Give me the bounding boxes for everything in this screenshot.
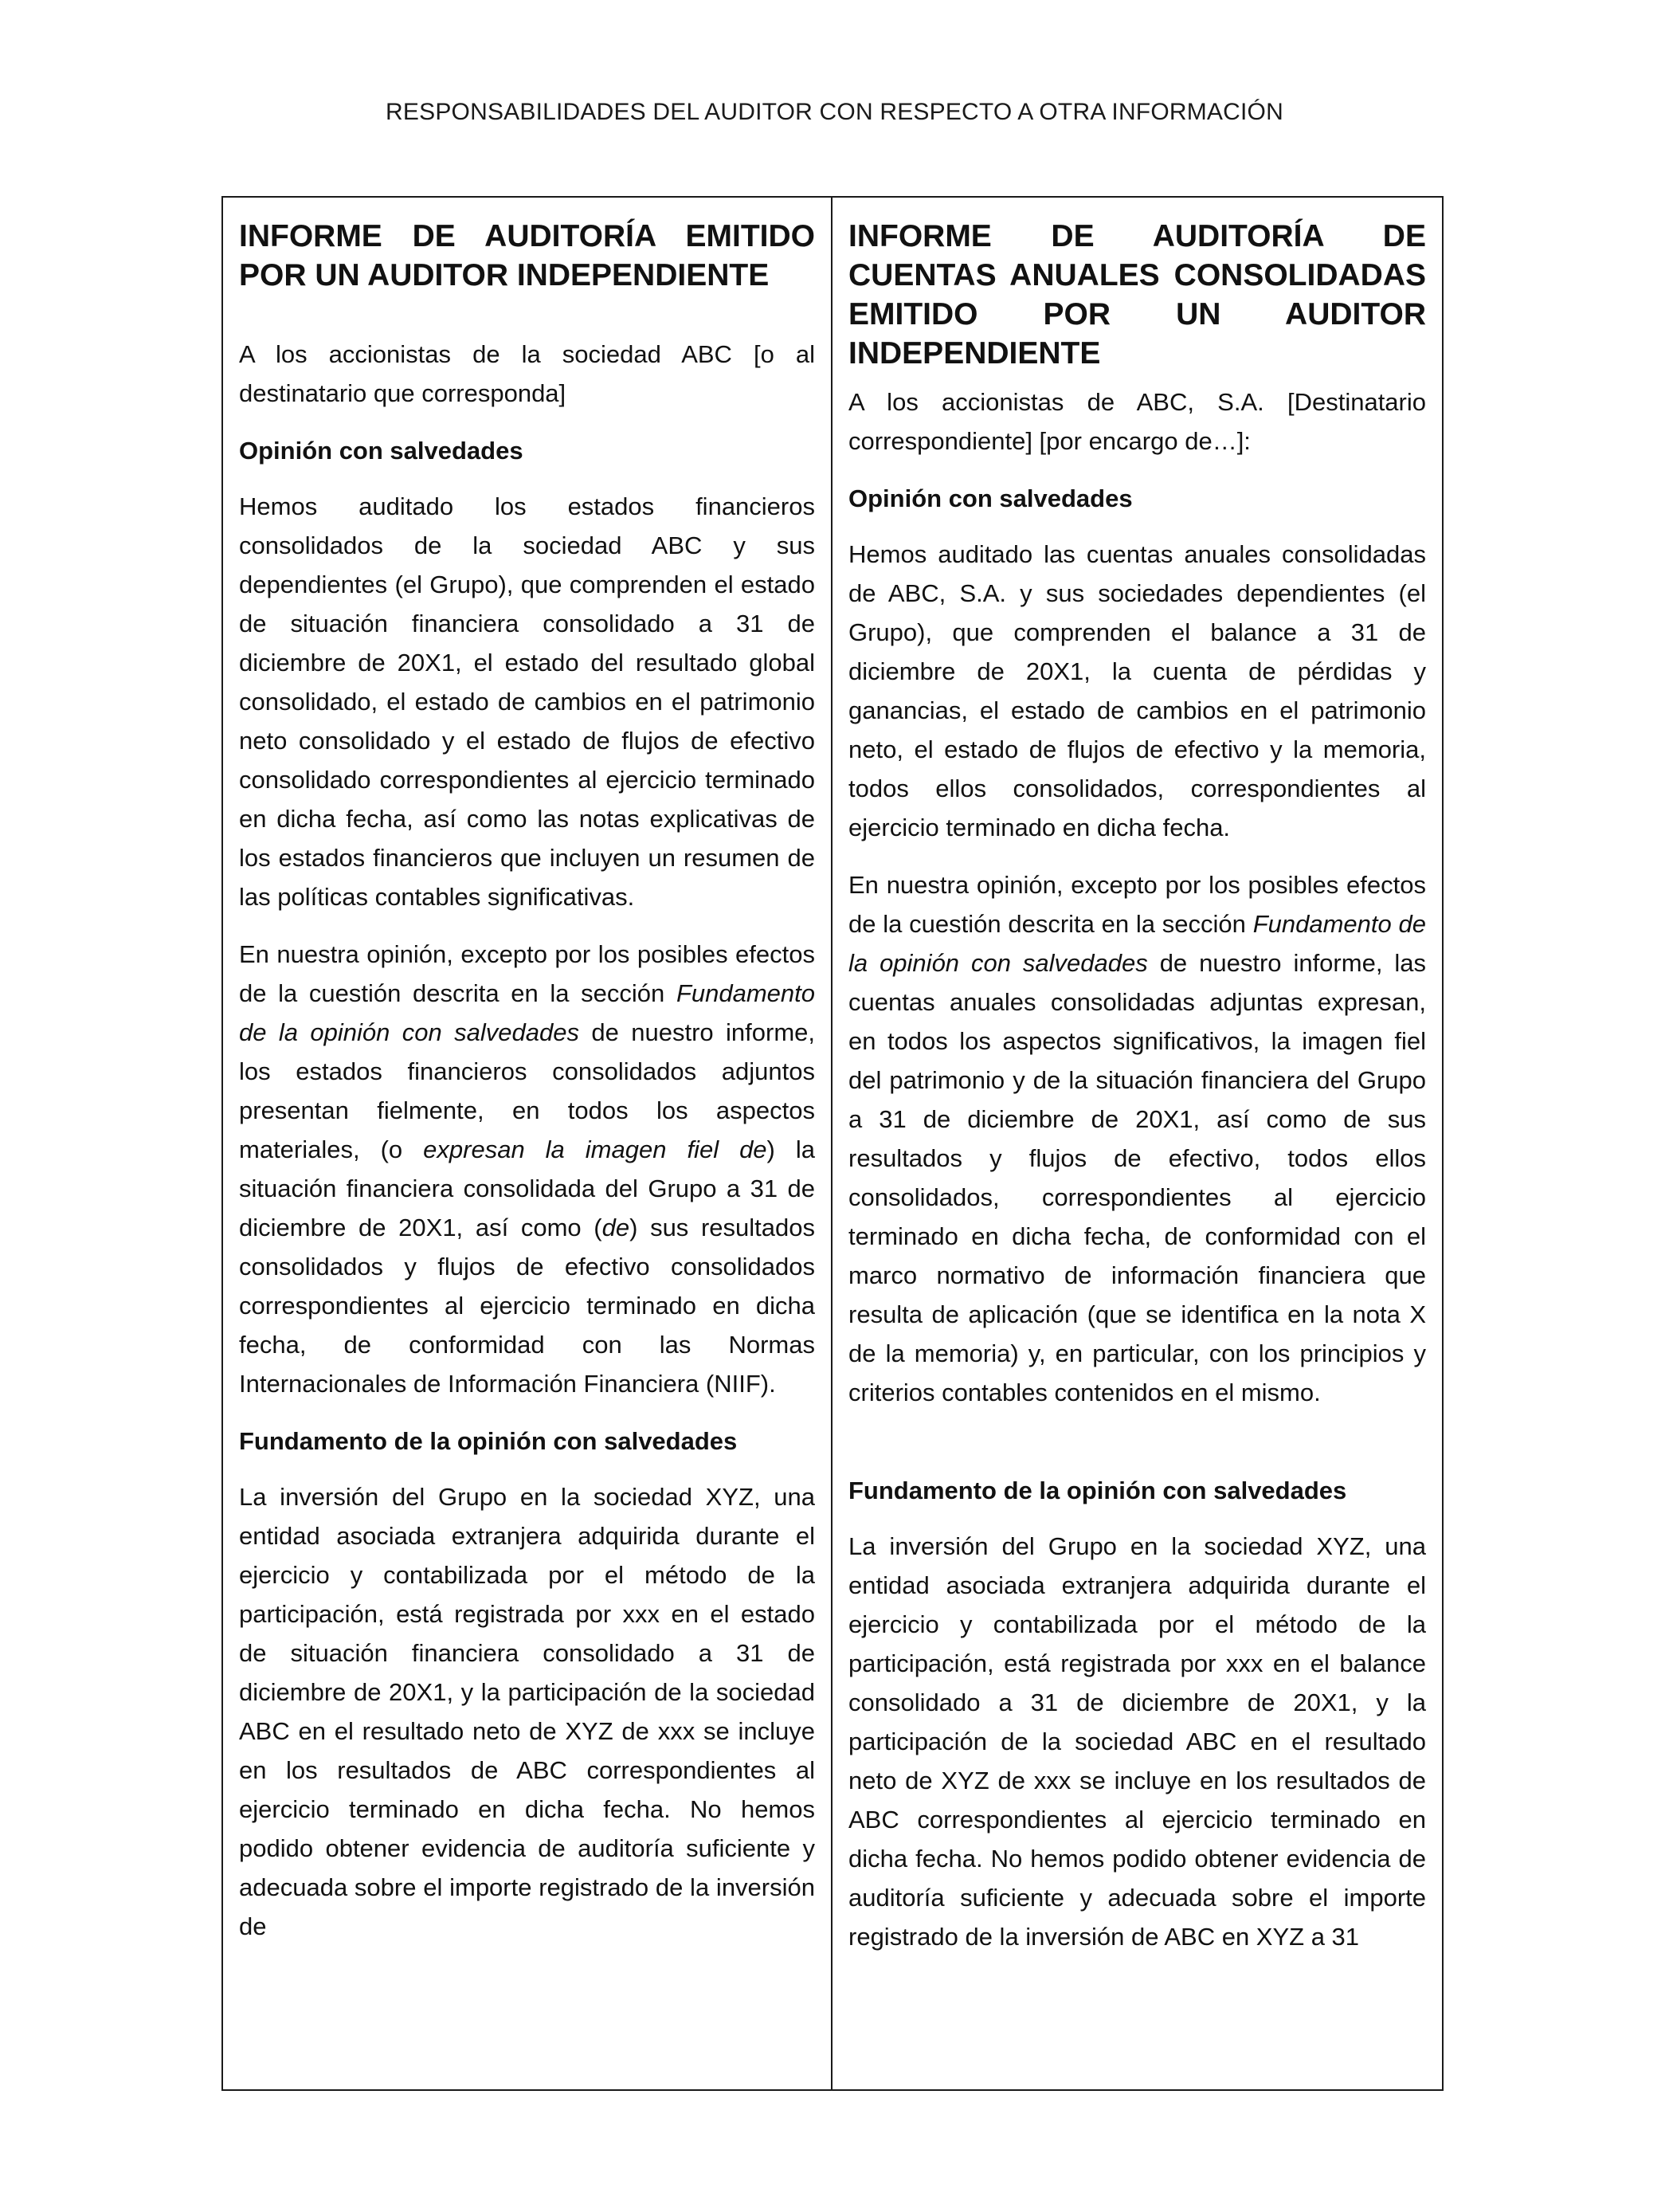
left-addressee: A los accionistas de la sociedad ABC [o al destinatario que corresponda] [239,340,815,407]
spacer [848,1430,1426,1471]
left-column [223,198,833,2089]
right-paragraph-basis: La inversión del Grupo en la sociedad XYZ, una entidad asociada extranjera adquirida durante el ejercicio y contabilizada por el método de la participación, está registrada por xxx en el balance consolidado a 31 de diciembre de 20X1, y la participación de la sociedad ABC en el resultado neto de XYZ de xxx se incluye en los resultados de ABC correspondientes al ejercicio terminado en dicha fecha. No hemos podido obtener evidencia de auditoría suficiente y adecuada sobre el importe registrado de la inversión de ABC en XYZ a 31 [848,1532,1426,1951]
right-basis-heading: Fundamento de la opinión con salvedades [848,1477,1347,1504]
left-paragraph-basis: La inversión del Grupo en la sociedad XYZ, una entidad asociada extranjera adquirida durante el ejercicio y contabilizada por el método de la participación, está registrada por xxx en el estado de situación financiera consolidado a 31 de diciembre de 20X1, y la participación de la sociedad ABC en el resultado neto de XYZ de xxx se incluye en los resultados de ABC correspondientes al ejercicio terminado en dicha fecha. No hemos podido obtener evidencia de auditoría suficiente y adecuada sobre el importe registrado de la inversión de [239,1483,815,1940]
comparison-table [221,196,1444,2091]
left-paragraph-scope: Hemos auditado los estados financieros consolidados de la sociedad ABC y sus dependientes (el Grupo), que comprenden el estado de situación financiera consolidado a 31 de diciembre de 20X1, el estado del resultado global consolidado, el estado de cambios en el patrimonio neto consolidado y el estado de flujos de efectivo consolidado correspondientes al ejercicio terminado en dicha fecha, así como las notas explicativas de los estados financieros que incluyen un resumen de las políticas contables significativas. [239,492,815,911]
right-paragraph-scope: Hemos auditado las cuentas anuales consolidadas de ABC, S.A. y sus sociedades dependientes (el Grupo), que comprenden el balance a 31 de diciembre de 20X1, la cuenta de pérdidas y ganancias, el estado de cambios en el patrimonio neto, el estado de flujos de efectivo y la memoria, todos ellos consolidados, correspondientes al ejercicio terminado en dicha fecha. [848,540,1426,841]
right-column-title: INFORME DE AUDITORÍA DE CUENTAS ANUALES CONSOLIDADAS EMITIDO POR UN AUDITOR INDEPENDIENTE [848,219,1426,371]
left-basis-heading: Fundamento de la opinión con salvedades [239,1427,738,1455]
left-column-title: INFORME DE AUDITORÍA EMITIDO POR UN AUDITOR INDEPENDIENTE [239,219,815,292]
right-paragraph-opinion: En nuestra opinión, excepto por los posibles efectos de la cuestión descrita en la sección Fundamento de la opinión con salvedades de nuestro informe, las cuentas anuales consolidadas adjuntas expresan, en todos los aspectos significativos, la imagen fiel del patrimonio y de la situación financiera del Grupo a 31 de diciembre de 20X1, así como de sus resultados y flujos de efectivo, todos ellos consolidados, correspondientes al ejercicio terminado en dicha fecha, de conformidad con el marco normativo de información financiera que resulta de aplicación (que se identifica en la nota X de la memoria) y, en particular, con los principios y criterios contables contenidos en el mismo. [848,871,1426,1406]
right-addressee: A los accionistas de ABC, S.A. [Destinatario correspondiente] [por encargo de…]: [848,388,1426,455]
right-column [833,198,1442,2089]
left-opinion-heading: Opinión con salvedades [239,437,523,465]
left-paragraph-opinion: En nuestra opinión, excepto por los posibles efectos de la cuestión descrita en la sección Fundamento de la opinión con salvedades de nuestro informe, los estados financieros consolidados adjuntos presentan fielmente, en todos los aspectos materiales, (o expresan la imagen fiel de) la situación financiera consolidada del Grupo a 31 de diciembre de 20X1, así como (de) sus resultados consolidados y flujos de efectivo consolidados correspondientes al ejercicio terminado en dicha fecha, de conformidad con las Normas Internacionales de Información Financiera (NIIF). [239,940,815,1398]
page-header: RESPONSABILIDADES DEL AUDITOR CON RESPECTO A OTRA INFORMACIÓN [386,99,1283,125]
right-opinion-heading: Opinión con salvedades [848,484,1133,512]
